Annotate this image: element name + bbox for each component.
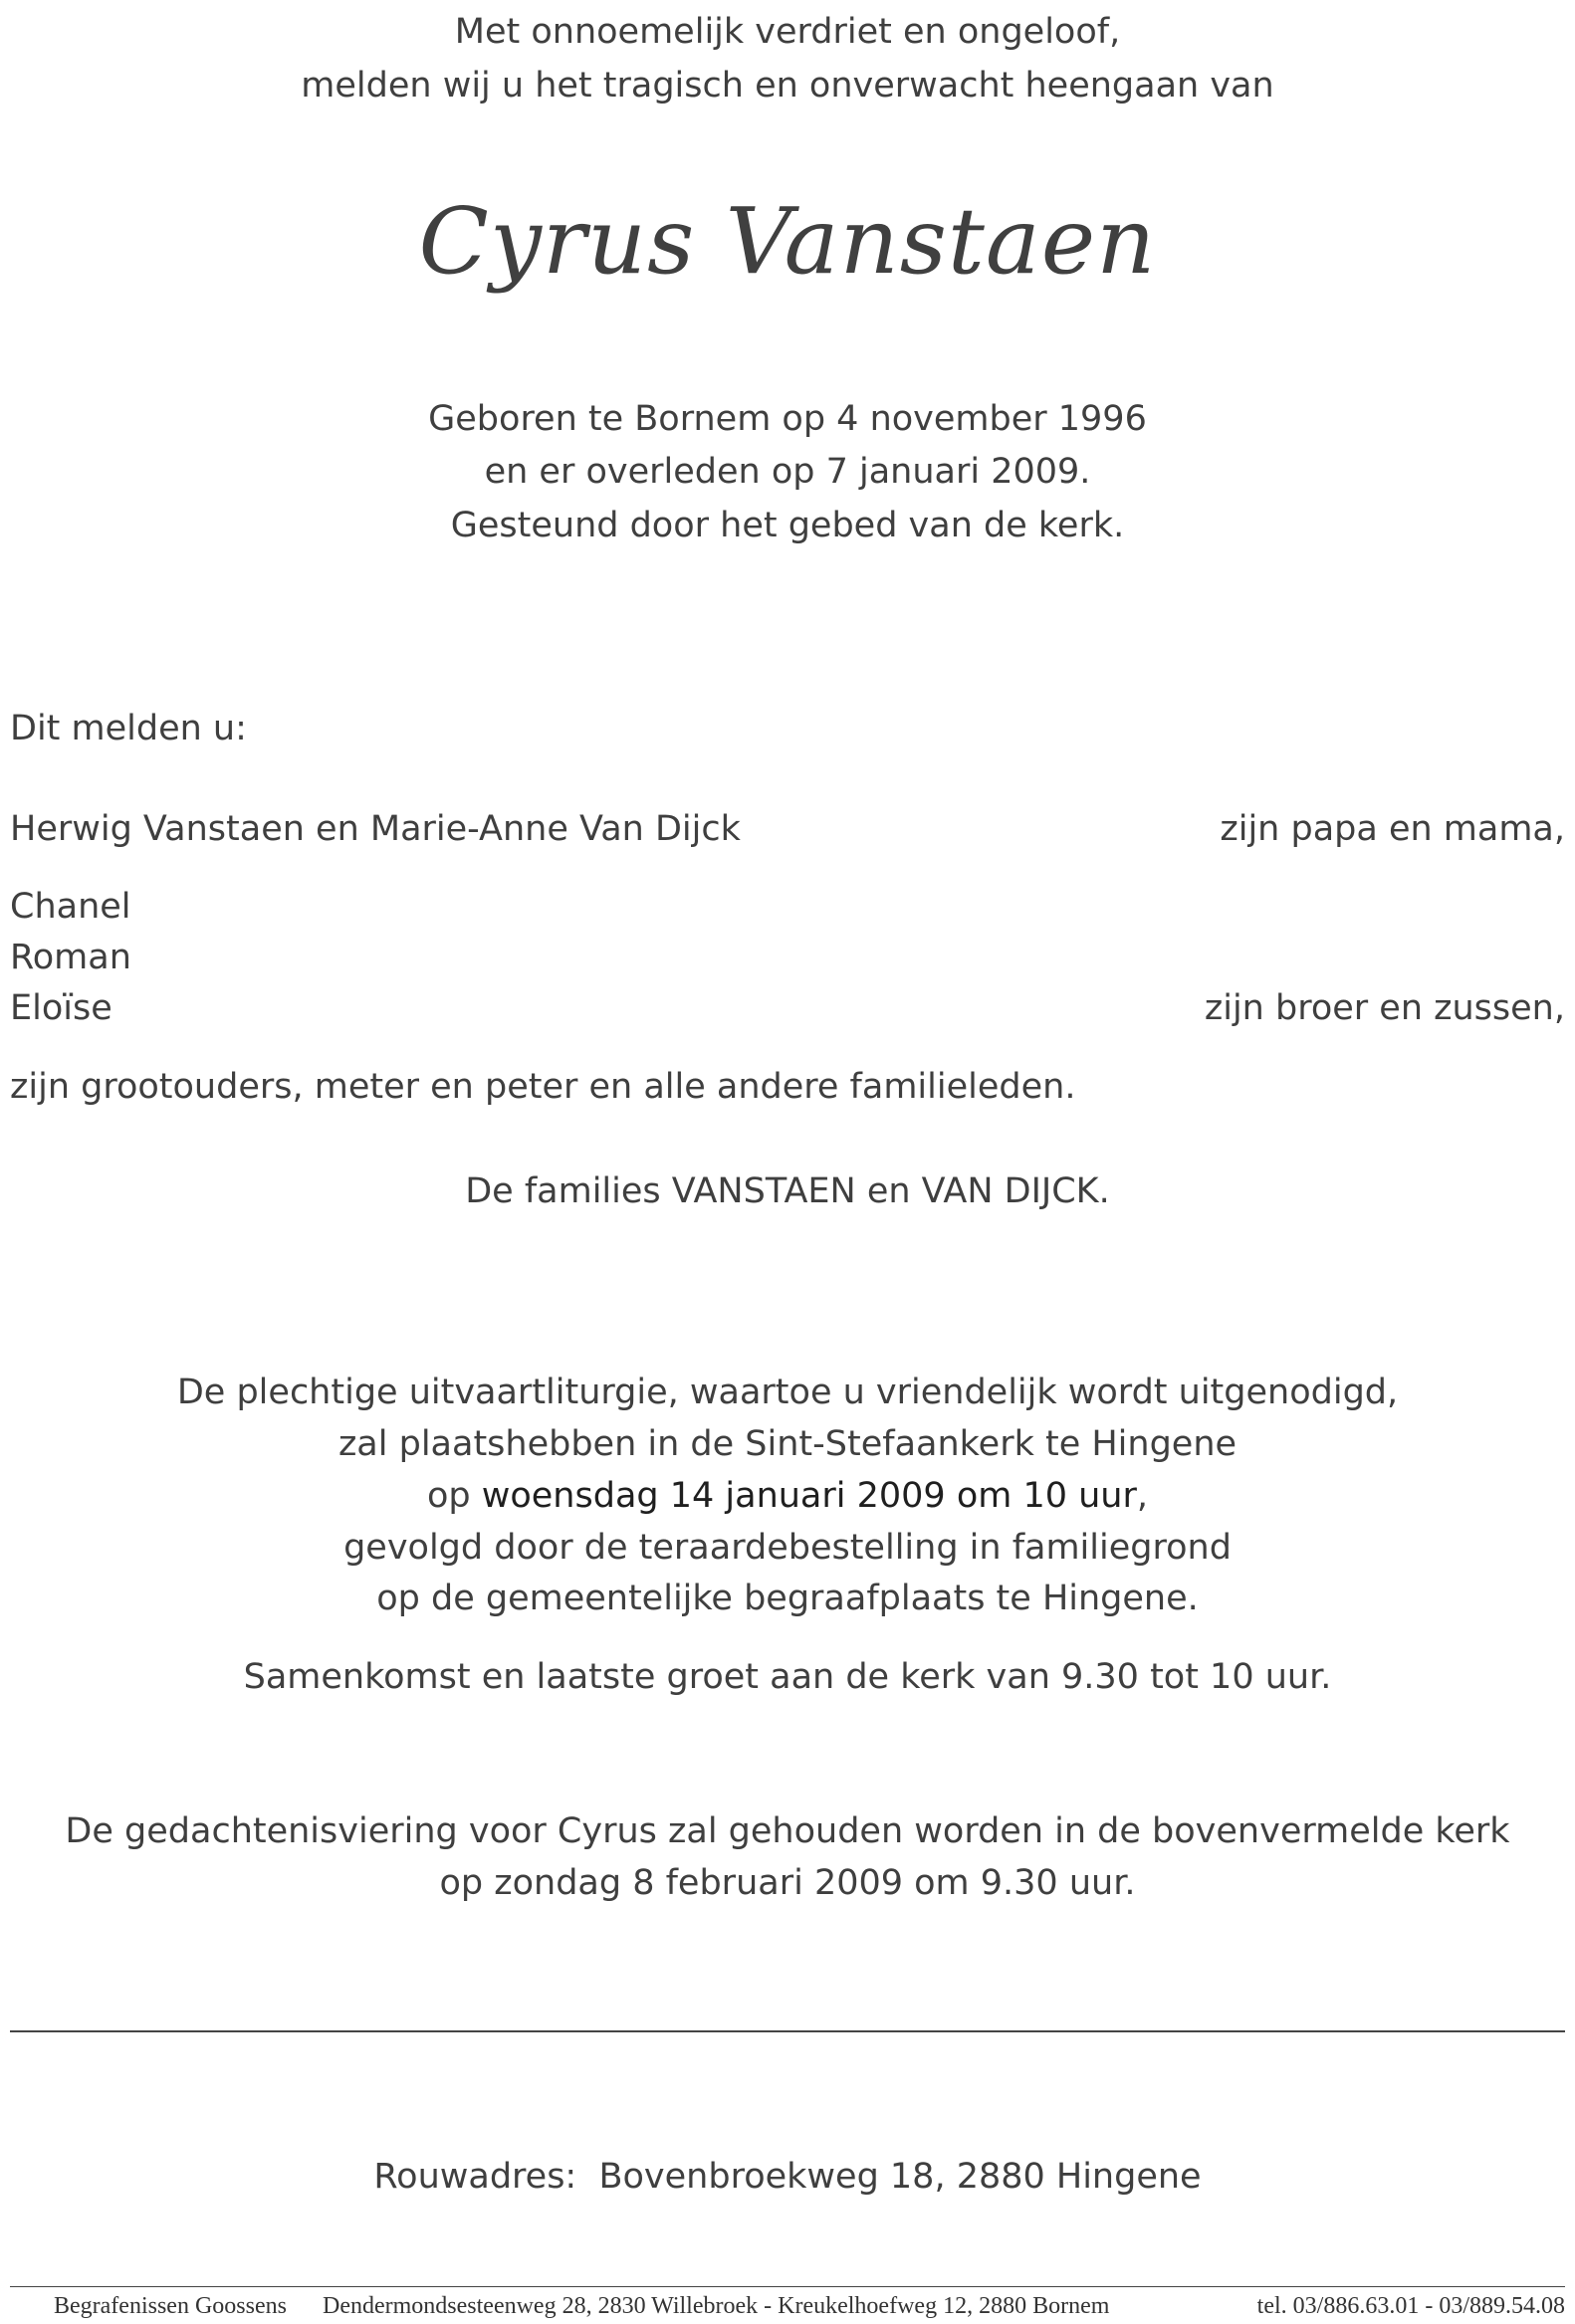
funeral-date: woensdag 14 januari 2009 om 10 uur — [481, 1476, 1137, 1516]
mourning-address-value: Bovenbroekweg 18, 2880 Hingene — [598, 2157, 1202, 2197]
birth-line-3: Gesteund door het gebed van de kerk. — [450, 506, 1125, 545]
parents-relation: zijn papa en mama, — [1220, 809, 1565, 849]
footer — [0, 2290, 1575, 2322]
footer-company: Begrafenissen Goossens — [54, 2293, 287, 2319]
footer-addresses: Dendermondsesteenweg 28, 2830 Willebroek - Kreukelhoefweg 12, 2880 Bornem — [323, 2293, 1110, 2319]
siblings-relation: zijn broer en zussen, — [1204, 988, 1565, 1028]
mourning-address — [0, 2151, 1575, 2203]
intro-line-2: melden wij u het tragisch en onverwacht heengaan van — [301, 66, 1274, 106]
funeral-date-suffix: , — [1136, 1476, 1149, 1516]
funeral-line-4: gevolgd door de teraardebestelling in familiegrond — [343, 1528, 1232, 1568]
funeral-line-5: op de gemeentelijke begraafplaats te Hingene. — [376, 1579, 1199, 1618]
funeral-line-2: zal plaatshebben in de Sint-Stefaankerk te Hingene — [338, 1424, 1238, 1464]
divider-line — [10, 2030, 1565, 2032]
mourning-address-label: Rouwadres: — [373, 2157, 577, 2197]
deceased-name: Cyrus Vanstaen — [418, 188, 1157, 295]
footer-divider — [10, 2286, 1565, 2287]
sibling-name: Roman — [10, 938, 131, 977]
funeral-line-3 — [0, 1470, 1575, 1522]
footer-phone: tel. 03/886.63.01 - 03/889.54.08 — [1256, 2293, 1565, 2319]
sibling-name: Eloïse — [10, 988, 112, 1028]
other-relatives: zijn grootouders, meter en peter en alle andere familieleden. — [10, 1067, 1076, 1107]
birth-line-1: Geboren te Bornem op 4 november 1996 — [428, 399, 1147, 439]
family-heading: Dit melden u: — [10, 709, 247, 748]
funeral-date-prefix: op — [426, 1476, 482, 1516]
funeral-line-1: De plechtige uitvaartliturgie, waartoe u vriendelijk wordt uitgenodigd, — [176, 1373, 1399, 1412]
gathering-line: Samenkomst en laatste groet aan de kerk van 9.30 tot 10 uur. — [243, 1657, 1332, 1697]
sibling-name: Chanel — [10, 887, 131, 927]
memorial-line-2: op zondag 8 februari 2009 om 9.30 uur. — [439, 1863, 1136, 1903]
memorial-line-1: De gedachtenisviering voor Cyrus zal gehouden worden in de bovenvermelde kerk — [65, 1811, 1510, 1851]
families-line: De families VANSTAEN en VAN DIJCK. — [465, 1171, 1110, 1211]
parents-names: Herwig Vanstaen en Marie-Anne Van Dijck — [10, 809, 741, 849]
birth-line-2: en er overleden op 7 januari 2009. — [484, 452, 1091, 492]
intro-line-1: Met onnoemelijk verdriet en ongeloof, — [454, 12, 1121, 52]
